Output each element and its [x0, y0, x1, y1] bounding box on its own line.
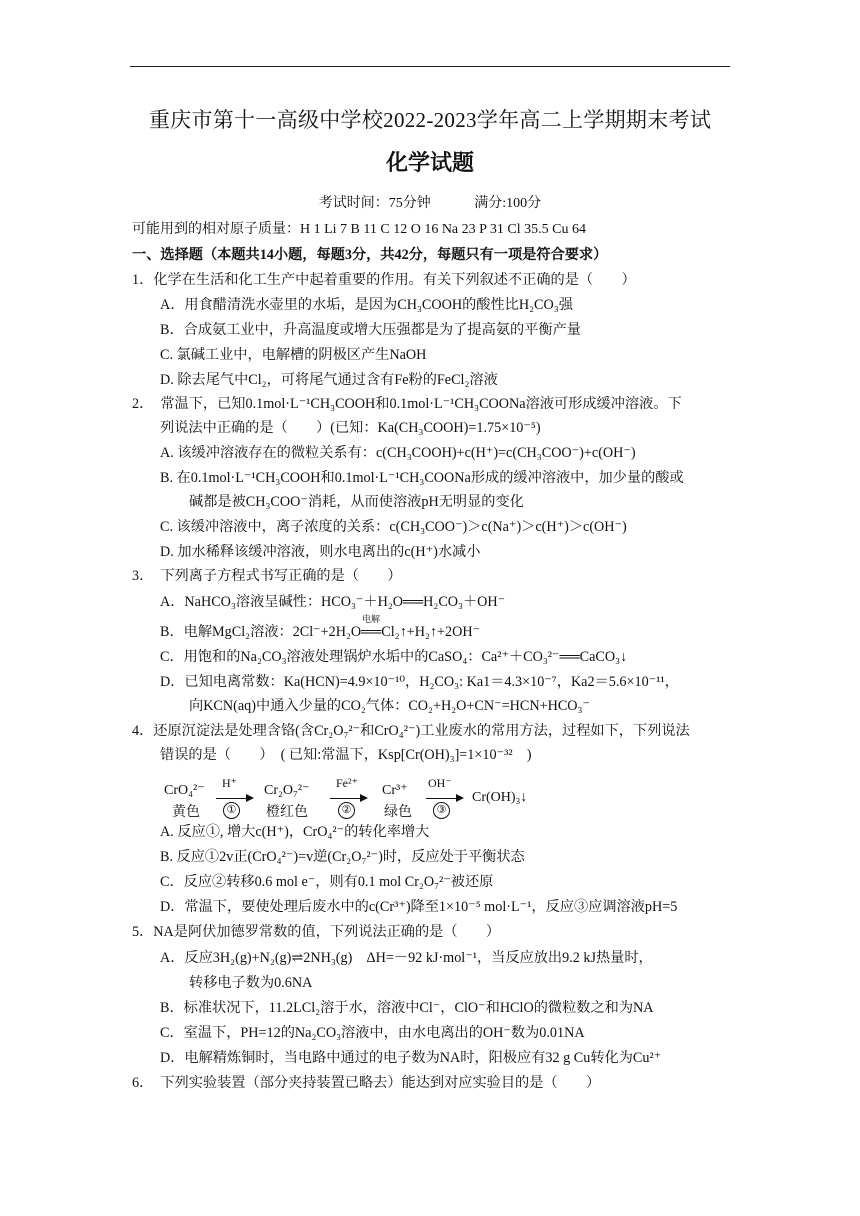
q5-option-a-line1: A．反应3H₂(g)+N₂(g)⇌2NH₃(g) ΔH=－92 kJ·mol⁻¹，当反应放出9.2 kJ热量时， [160, 950, 653, 966]
q3-stem: 3． 下列离子方程式书写正确的是（ ） [132, 568, 402, 584]
reagent-fe: Fe²⁺ [336, 776, 358, 790]
q3-option-d-line1: D．已知电离常数：Ka(HCN)=4.9×10⁻¹⁰，H₂CO₃: Ka1＝4.3×10⁻⁷，Ka2＝5.6×10⁻¹¹， [160, 674, 679, 690]
exam-title: 重庆市第十一高级中学校2022-2023学年高二上学期期末考试 [148, 108, 712, 132]
q2-option-d: D. 加水稀释该缓冲溶液，则水电离出的c(H⁺)水减小 [160, 544, 481, 560]
species-dichromate: Cr₂O₇²⁻ [264, 783, 310, 798]
q5-option-a-line2: 转移电子数为0.6NA [189, 975, 313, 991]
q2-stem-line1: 2． 常温下，已知0.1mol·L⁻¹CH₃COOH和0.1mol·L⁻¹CH₃COONa溶液可形成缓冲溶液。下 [132, 396, 682, 412]
section-heading: 一、选择题（本题共14小题，每题3分，共42分，每题只有一项是符合要求） [132, 247, 608, 263]
q5-option-d: D．电解精炼铜时，当电路中通过的电子数为NA时，阳极应有32 g Cu转化为Cu²⁺ [160, 1050, 662, 1066]
reagent-oh: OH⁻ [428, 776, 452, 790]
q3-option-a: A．NaHCO₃溶液呈碱性：HCO₃⁻＋H₂O══H₂CO₃＋OH⁻ [160, 594, 506, 610]
step-1-marker: ① [223, 802, 240, 819]
q2-stem-line2: 列说法中正确的是（ ）(已知：Ka(CH₃COOH)=1.75×10⁻⁵) [160, 420, 541, 436]
reaction-arrow-2 [330, 798, 366, 799]
reaction-scheme [164, 776, 544, 822]
q4-option-b: B. 反应①2v正(CrO₄²⁻)=v逆(Cr₂O₇²⁻)时，反应处于平衡状态 [160, 849, 525, 865]
chromate-color: 黄色 [172, 805, 200, 820]
q1-option-b: B．合成氨工业中，升高温度或增大压强都是为了提高氨的平衡产量 [160, 322, 581, 338]
q4-option-c: C．反应②转移0.6 mol e⁻，则有0.1 mol Cr₂O₇²⁻被还原 [160, 874, 494, 890]
species-product: Cr(OH)₃↓ [472, 790, 528, 805]
q4-stem-line2: 错误的是（ ） ( 已知:常温下，Ksp[Cr(OH)₃]=1×10⁻³² ) [160, 747, 532, 763]
exam-time: 考试时间：75分钟 [318, 196, 431, 211]
q1-stem: 1．化学在生活和化工生产中起着重要的作用。有关下列叙述不正确的是（ ） [132, 272, 636, 288]
reaction-arrow-1 [216, 798, 252, 799]
cr3-color: 绿色 [384, 805, 412, 820]
q6-stem: 6． 下列实验装置（部分夹持装置已略去）能达到对应实验目的是（ ） [132, 1075, 601, 1091]
reaction-arrow-3 [426, 798, 462, 799]
q3-option-c: C．用饱和的Na₂CO₃溶液处理锅炉水垢中的CaSO₄：Ca²⁺＋CO₃²⁻══CaCO₃↓ [160, 649, 628, 665]
q5-option-c: C．室温下，PH=12的Na₂CO₃溶液中，由水电离出的OH⁻数为0.01NA [160, 1025, 585, 1041]
q2-option-c: C. 该缓冲溶液中，离子浓度的关系：c(CH₃COO⁻)＞c(Na⁺)＞c(H⁺)＞c(OH⁻) [160, 519, 627, 535]
exam-subtitle: 化学试题 [385, 150, 474, 175]
q3-option-b: B．电解MgCl₂溶液：2Cl⁻+2H₂O══Cl₂↑+H₂↑+2OH⁻ [160, 624, 481, 640]
q4-option-a: A. 反应①, 增大c(H⁺)，CrO₄²⁻的转化率增大 [160, 824, 430, 840]
exam-meta [0, 192, 860, 212]
q3-option-d-line2: 向KCN(aq)中通入少量的CO₂气体：CO₂+H₂O+CN⁻=HCN+HCO₃⁻ [189, 698, 590, 714]
species-chromate: CrO₄²⁻ [164, 783, 205, 798]
species-cr3: Cr³⁺ [382, 783, 408, 798]
q5-option-b: B．标准状况下，11.2LCl₂溶于水，溶液中Cl⁻，ClO⁻和HClO的微粒数之和为NA [160, 1000, 654, 1016]
q2-option-b-line1: B. 在0.1mol·L⁻¹CH₃COOH和0.1mol·L⁻¹CH₃COONa形成的缓冲溶液中，加少量的酸或 [160, 470, 684, 486]
exam-score: 满分:100分 [474, 196, 542, 211]
atomic-masses: 可能用到的相对原子质量：H 1 Li 7 B 11 C 12 O 16 Na 23 P 31 Cl 35.5 Cu 64 [132, 222, 586, 237]
q1-option-d: D. 除去尾气中Cl₂，可将尾气通过含有Fe粉的FeCl₂溶液 [160, 372, 498, 388]
step-3-marker: ③ [433, 802, 450, 819]
reagent-h: H⁺ [222, 776, 237, 790]
step-2-marker: ② [338, 802, 355, 819]
electrolysis-label: 电解 [362, 614, 381, 624]
q4-option-d: D．常温下，要使处理后废水中的c(Cr³⁺)降至1×10⁻⁵ mol·L⁻¹，反应③应调溶液pH=5 [160, 899, 678, 915]
q4-stem-line1: 4．还原沉淀法是处理含铬(含Cr₂O₇²⁻和CrO₄²⁻)工业废水的常用方法，过程如下，下列说法 [132, 723, 690, 739]
dichromate-color: 橙红色 [266, 805, 308, 820]
q1-option-a: A．用食醋清洗水壶里的水垢，是因为CH₃COOH的酸性比H₂CO₃强 [160, 297, 573, 313]
q2-option-b-line2: 碱都是被CH₃COO⁻消耗，从而使溶液pH无明显的变化 [189, 494, 524, 510]
q5-stem: 5．NA是阿伏加德罗常数的值，下列说法正确的是（ ） [132, 924, 501, 940]
q1-option-c: C. 氯碱工业中，电解槽的阴极区产生NaOH [160, 347, 427, 363]
top-rule [130, 66, 730, 67]
q2-option-a: A. 该缓冲溶液存在的微粒关系有：c(CH₃COOH)+c(H⁺)=c(CH₃COO⁻)+c(OH⁻) [160, 445, 636, 461]
